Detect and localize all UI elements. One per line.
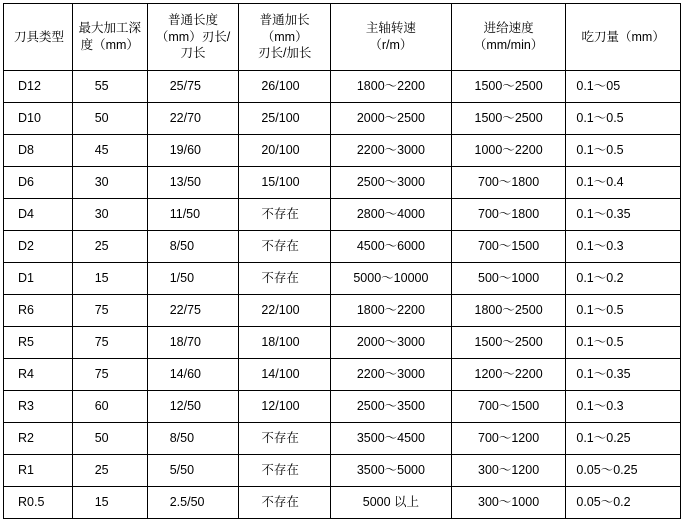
- header-cut-amount-line-1: 吃刀量（mm）: [581, 29, 665, 44]
- cell-max-depth: 30: [72, 199, 147, 231]
- cell-extra-length: 不存在: [239, 455, 331, 487]
- cell-tool-type: R1: [4, 455, 73, 487]
- cell-normal-length: 11/50: [147, 199, 239, 231]
- cell-cut-amount: 0.1～0.4: [566, 167, 681, 199]
- cell-tool-type: D2: [4, 231, 73, 263]
- table-row: [4, 103, 681, 135]
- cell-feed-rate: 1200～2200: [451, 359, 566, 391]
- header-normal-length-line-1: 普通长度: [168, 12, 219, 27]
- cell-cut-amount: 0.1～05: [566, 71, 681, 103]
- cell-tool-type: R4: [4, 359, 73, 391]
- cell-max-depth: 45: [72, 135, 147, 167]
- cell-cut-amount: 0.1～0.3: [566, 231, 681, 263]
- cell-feed-rate: 700～1800: [451, 199, 566, 231]
- cell-spindle-speed: 2200～3000: [331, 359, 452, 391]
- cell-tool-type: D10: [4, 103, 73, 135]
- cell-feed-rate: 500～1000: [451, 263, 566, 295]
- cell-cut-amount: 0.1～0.5: [566, 135, 681, 167]
- cell-normal-length: 22/75: [147, 295, 239, 327]
- cell-feed-rate: 700～1500: [451, 391, 566, 423]
- cell-extra-length: 不存在: [239, 199, 331, 231]
- cell-spindle-speed: 5000 以上: [331, 487, 452, 519]
- cell-feed-rate: 300～1000: [451, 487, 566, 519]
- cell-feed-rate: 1800～2500: [451, 295, 566, 327]
- cell-max-depth: 25: [72, 231, 147, 263]
- header-max-depth-line-2: 度（mm）: [80, 38, 139, 52]
- header-row: [4, 4, 681, 71]
- header-feed-rate-line-2: （mm/min）: [473, 38, 544, 52]
- cell-extra-length: 不存在: [239, 231, 331, 263]
- cell-tool-type: R3: [4, 391, 73, 423]
- table-row: [4, 199, 681, 231]
- cell-spindle-speed: 2500～3000: [331, 167, 452, 199]
- table-row: [4, 455, 681, 487]
- cell-spindle-speed: 4500～6000: [331, 231, 452, 263]
- cell-max-depth: 15: [72, 263, 147, 295]
- table-row: [4, 295, 681, 327]
- header-normal-length-line-3: 刀长: [180, 46, 206, 61]
- cell-max-depth: 30: [72, 167, 147, 199]
- cell-spindle-speed: 3500～4500: [331, 423, 452, 455]
- cell-normal-length: 2.5/50: [147, 487, 239, 519]
- cell-spindle-speed: 1800～2200: [331, 71, 452, 103]
- cell-normal-length: 25/75: [147, 71, 239, 103]
- cell-feed-rate: 700～1200: [451, 423, 566, 455]
- header-spindle-speed-line-1: 主轴转速: [365, 21, 416, 36]
- table-header: [4, 4, 681, 71]
- cell-max-depth: 50: [72, 103, 147, 135]
- cell-spindle-speed: 2800～4000: [331, 199, 452, 231]
- cell-extra-length: 20/100: [239, 135, 331, 167]
- cell-max-depth: 50: [72, 423, 147, 455]
- cell-tool-type: R6: [4, 295, 73, 327]
- cell-spindle-speed: 2200～3000: [331, 135, 452, 167]
- cell-normal-length: 8/50: [147, 231, 239, 263]
- cell-tool-type: R0.5: [4, 487, 73, 519]
- cell-cut-amount: 0.1～0.5: [566, 103, 681, 135]
- cutting-parameters-table: [3, 3, 681, 519]
- header-tool-type-line-1: 刀具类型: [14, 29, 65, 44]
- cell-extra-length: 25/100: [239, 103, 331, 135]
- table-row: [4, 327, 681, 359]
- table-row: [4, 135, 681, 167]
- cell-extra-length: 15/100: [239, 167, 331, 199]
- cell-feed-rate: 1500～2500: [451, 327, 566, 359]
- cell-spindle-speed: 2000～2500: [331, 103, 452, 135]
- cell-spindle-speed: 1800～2200: [331, 295, 452, 327]
- cell-cut-amount: 0.05～0.2: [566, 487, 681, 519]
- header-max-depth-line-1: 最大加工深: [78, 21, 141, 36]
- cell-cut-amount: 0.1～0.2: [566, 263, 681, 295]
- cell-spindle-speed: 2000～3000: [331, 327, 452, 359]
- cell-extra-length: 18/100: [239, 327, 331, 359]
- header-cut-amount: [566, 4, 681, 71]
- cell-feed-rate: 700～1500: [451, 231, 566, 263]
- cell-max-depth: 15: [72, 487, 147, 519]
- cell-max-depth: 25: [72, 455, 147, 487]
- table-row: [4, 423, 681, 455]
- cell-max-depth: 75: [72, 359, 147, 391]
- cell-feed-rate: 1500～2500: [451, 71, 566, 103]
- cell-tool-type: R2: [4, 423, 73, 455]
- header-normal-length-line-2: （mm）刃长/: [155, 29, 231, 44]
- cell-cut-amount: 0.1～0.3: [566, 391, 681, 423]
- cell-tool-type: D4: [4, 199, 73, 231]
- cell-cut-amount: 0.1～0.5: [566, 295, 681, 327]
- cell-spindle-speed: 3500～5000: [331, 455, 452, 487]
- cell-normal-length: 14/60: [147, 359, 239, 391]
- cell-cut-amount: 0.1～0.5: [566, 327, 681, 359]
- header-tool-type: [4, 4, 73, 71]
- header-max-depth: [72, 4, 147, 71]
- header-feed-rate-line-1: 进给速度: [483, 21, 534, 36]
- header-extra-length-line-3: 刃长/加长: [257, 46, 312, 61]
- cell-spindle-speed: 5000～10000: [331, 263, 452, 295]
- cell-feed-rate: 1500～2500: [451, 103, 566, 135]
- cell-cut-amount: 0.1～0.35: [566, 199, 681, 231]
- cell-tool-type: R5: [4, 327, 73, 359]
- cell-cut-amount: 0.1～0.35: [566, 359, 681, 391]
- cell-extra-length: 不存在: [239, 423, 331, 455]
- cell-extra-length: 不存在: [239, 263, 331, 295]
- cell-normal-length: 18/70: [147, 327, 239, 359]
- header-normal-length: [147, 4, 239, 71]
- cell-cut-amount: 0.05～0.25: [566, 455, 681, 487]
- table-row: [4, 391, 681, 423]
- header-extra-length-line-2: （mm）: [261, 29, 308, 44]
- table-row: [4, 167, 681, 199]
- header-feed-rate: [451, 4, 566, 71]
- cell-cut-amount: 0.1～0.25: [566, 423, 681, 455]
- cell-extra-length: 26/100: [239, 71, 331, 103]
- cell-spindle-speed: 2500～3500: [331, 391, 452, 423]
- cell-feed-rate: 300～1200: [451, 455, 566, 487]
- cell-max-depth: 60: [72, 391, 147, 423]
- table-row: [4, 71, 681, 103]
- table-row: [4, 359, 681, 391]
- cell-extra-length: 12/100: [239, 391, 331, 423]
- cell-extra-length: 14/100: [239, 359, 331, 391]
- cell-normal-length: 19/60: [147, 135, 239, 167]
- cell-normal-length: 13/50: [147, 167, 239, 199]
- header-extra-length: [239, 4, 331, 71]
- cell-tool-type: D8: [4, 135, 73, 167]
- table-row: [4, 263, 681, 295]
- table-row: [4, 487, 681, 519]
- cell-max-depth: 55: [72, 71, 147, 103]
- cell-tool-type: D12: [4, 71, 73, 103]
- cell-tool-type: D6: [4, 167, 73, 199]
- cell-normal-length: 1/50: [147, 263, 239, 295]
- cell-feed-rate: 1000～2200: [451, 135, 566, 167]
- cell-normal-length: 12/50: [147, 391, 239, 423]
- cell-max-depth: 75: [72, 327, 147, 359]
- header-extra-length-line-1: 普通加长: [259, 12, 310, 27]
- header-spindle-speed: [331, 4, 452, 71]
- cell-max-depth: 75: [72, 295, 147, 327]
- header-spindle-speed-line-2: （r/m）: [369, 38, 413, 52]
- table-body: [4, 71, 681, 519]
- cell-extra-length: 22/100: [239, 295, 331, 327]
- cell-normal-length: 5/50: [147, 455, 239, 487]
- table-row: [4, 231, 681, 263]
- cell-normal-length: 8/50: [147, 423, 239, 455]
- cell-extra-length: 不存在: [239, 487, 331, 519]
- cell-normal-length: 22/70: [147, 103, 239, 135]
- cell-feed-rate: 700～1800: [451, 167, 566, 199]
- cell-tool-type: D1: [4, 263, 73, 295]
